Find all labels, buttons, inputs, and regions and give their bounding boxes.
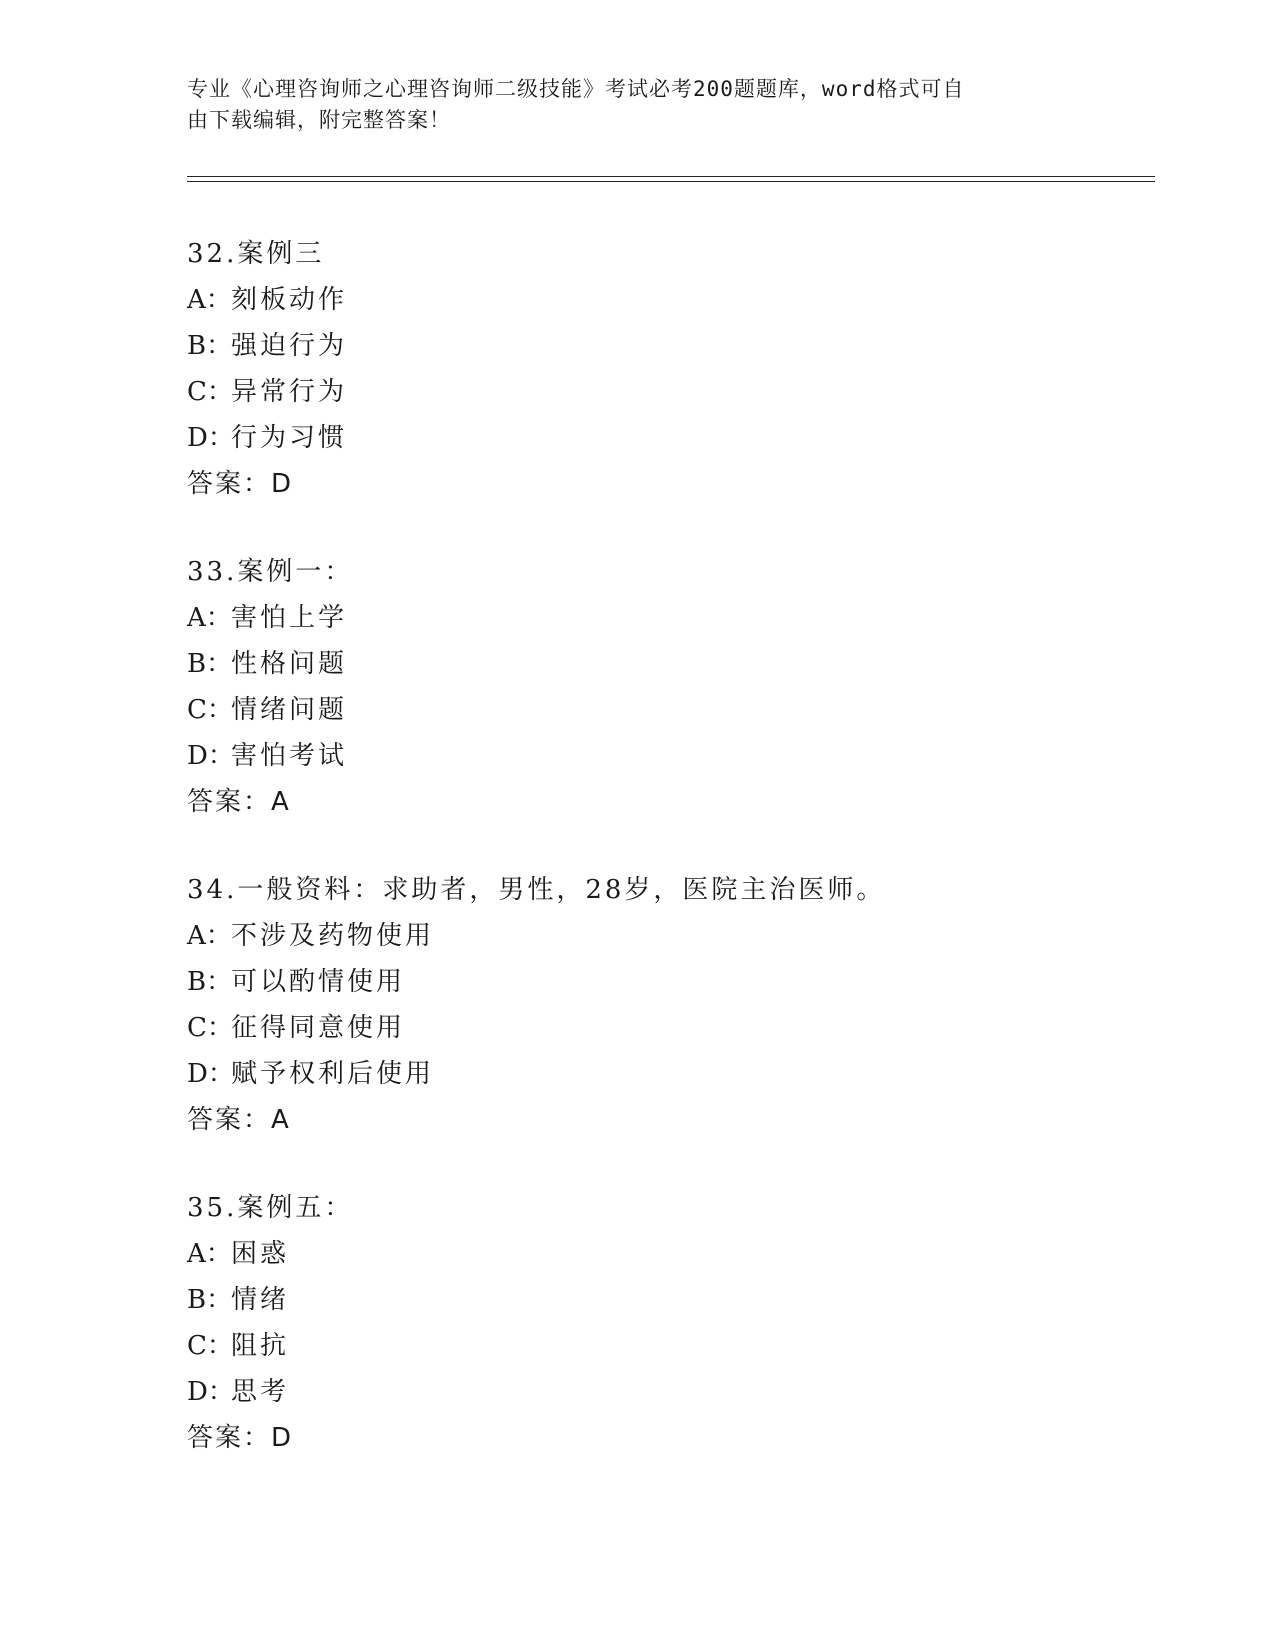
question-block (187, 867, 1087, 1143)
option-letter: D： (187, 423, 234, 453)
option-text: 刻板动作 (231, 285, 348, 315)
option-letter: A： (187, 921, 232, 951)
option-text: 害怕上学 (231, 603, 348, 633)
answer-line: 答案：D (187, 1423, 294, 1453)
option-d (187, 1369, 1087, 1415)
question-stem: 34.一般资料：求助者，男性，28岁，医院主治医师。 (187, 875, 886, 905)
option-text: 害怕考试 (231, 741, 348, 771)
option-letter: B： (187, 967, 233, 997)
question-stem: 33.案例一： (187, 557, 354, 587)
option-a (187, 595, 1087, 641)
option-text: 行为习惯 (231, 423, 348, 453)
option-d (187, 415, 1087, 461)
question-block (187, 231, 1087, 507)
option-text: 异常行为 (231, 377, 348, 407)
option-a (187, 277, 1087, 323)
option-letter: B： (187, 649, 233, 679)
option-letter: C： (187, 1331, 233, 1361)
question-block (187, 1185, 1087, 1461)
option-letter: A： (187, 285, 232, 315)
option-b (187, 1277, 1087, 1323)
option-c (187, 1323, 1087, 1369)
option-c (187, 1005, 1087, 1051)
option-text: 征得同意使用 (231, 1013, 406, 1043)
option-text: 赋予权利后使用 (231, 1059, 435, 1089)
question-stem: 35.案例五： (187, 1193, 354, 1223)
option-text: 阻抗 (231, 1331, 290, 1361)
option-c (187, 687, 1087, 733)
option-b (187, 959, 1087, 1005)
option-text: 情绪问题 (231, 695, 348, 725)
option-c (187, 369, 1087, 415)
option-letter: B： (187, 331, 233, 361)
option-text: 思考 (231, 1377, 290, 1407)
option-letter: A： (187, 603, 232, 633)
option-b (187, 323, 1087, 369)
option-a (187, 913, 1087, 959)
option-letter: C： (187, 1013, 233, 1043)
option-letter: D： (187, 1059, 234, 1089)
header-line-2: 由下载编辑，附完整答案！ (187, 108, 451, 132)
question-stem: 32.案例三 (187, 239, 325, 269)
option-letter: A： (187, 1239, 232, 1269)
header-line-1: 专业《心理咨询师之心理咨询师二级技能》考试必考200题题库，word格式可自 (187, 77, 965, 101)
option-text: 情绪 (231, 1285, 290, 1315)
option-text: 强迫行为 (231, 331, 348, 361)
question-block (187, 549, 1087, 825)
option-letter: B： (187, 1285, 233, 1315)
document-header (187, 74, 1067, 136)
option-text: 可以酌情使用 (231, 967, 406, 997)
option-letter: D： (187, 741, 234, 771)
option-d (187, 1051, 1087, 1097)
option-b (187, 641, 1087, 687)
option-letter: D： (187, 1377, 234, 1407)
header-divider-top (187, 176, 1155, 177)
answer-line: 答案：A (187, 787, 291, 817)
answer-line: 答案：A (187, 1105, 291, 1135)
option-text: 困惑 (231, 1239, 290, 1269)
option-text: 性格问题 (231, 649, 348, 679)
option-d (187, 733, 1087, 779)
option-letter: C： (187, 695, 233, 725)
option-text: 不涉及药物使用 (231, 921, 435, 951)
header-divider-bottom (187, 181, 1155, 182)
answer-line: 答案：D (187, 469, 294, 499)
option-letter: C： (187, 377, 233, 407)
option-a (187, 1231, 1087, 1277)
